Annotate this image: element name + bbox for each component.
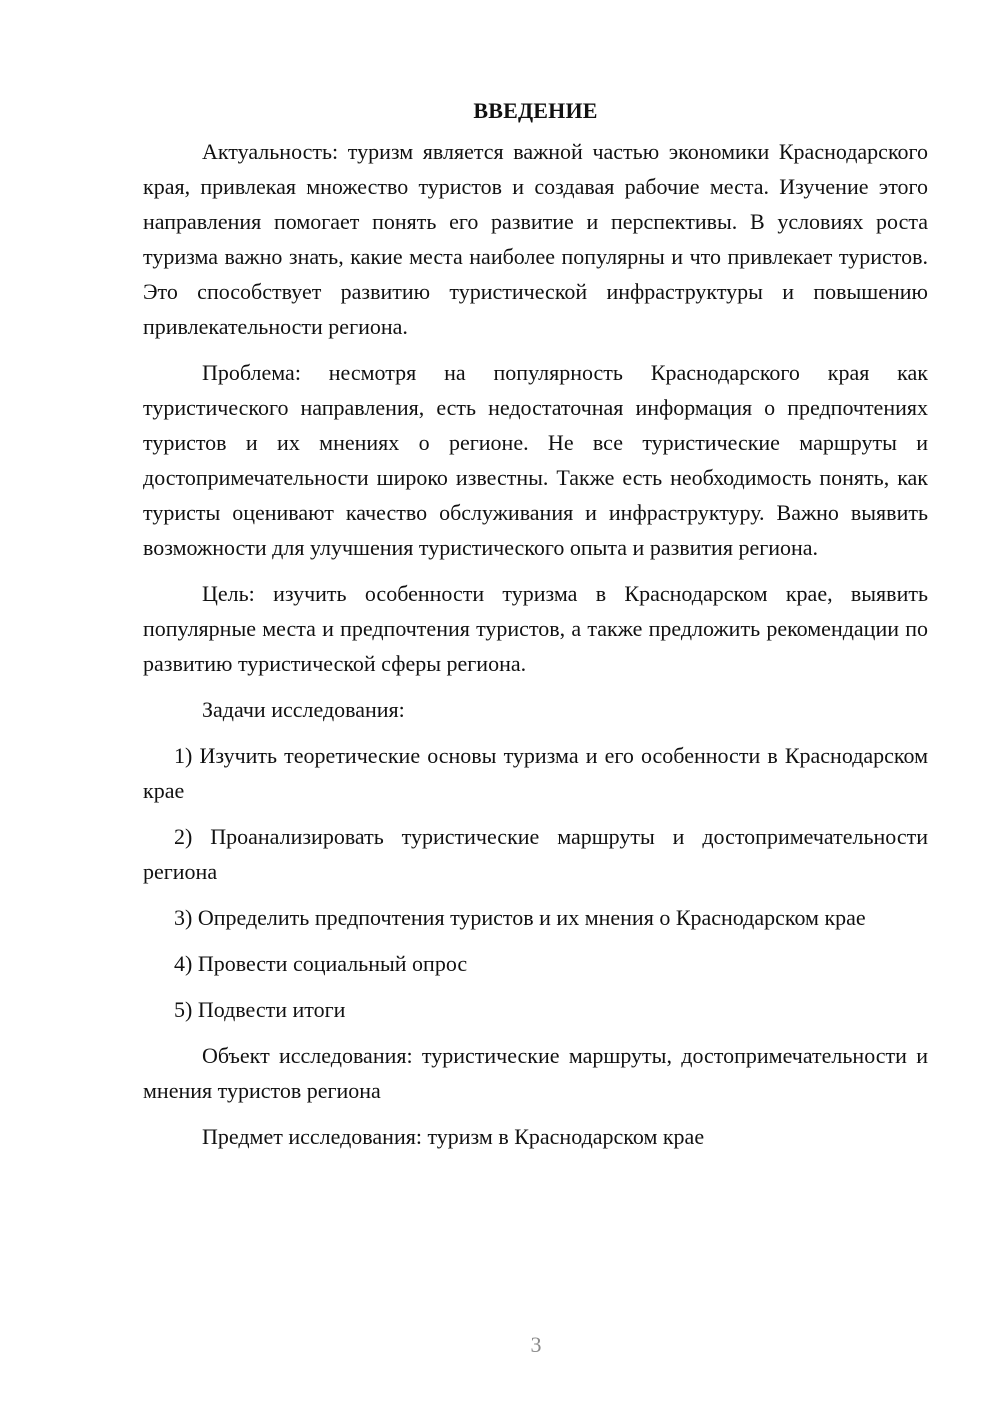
paragraph-problem: Проблема: несмотря на популярность Краснодарского края как туристического направления, есть недостаточная информация о предпочтениях туристов и их мнениях о регионе. Не все туристические маршруты и достопримечательности широко известны. Также есть необходимость понять, как туристы оценивают качество обслуживания и инфраструктуру. Важно выявить возможности для улучшения туристического опыта и развития региона. <box>143 360 928 560</box>
paragraph-goal: Цель: изучить особенности туризма в Краснодарском крае, выявить популярные места и предпочтения туристов, а также предложить рекомендации по развитию туристической сферы региона. <box>143 581 928 676</box>
page-number: 3 <box>530 1332 542 1357</box>
paragraph-subject: Предмет исследования: туризм в Краснодарском крае <box>202 1124 705 1149</box>
task-item-3: 3) Определить предпочтения туристов и их мнения о Краснодарском крае <box>174 905 866 930</box>
paragraph-object: Объект исследования: туристические маршруты, достопримечательности и мнения туристов региона <box>143 1043 928 1103</box>
paragraph-tasks-heading: Задачи исследования: <box>202 697 405 722</box>
task-item-1: 1) Изучить теоретические основы туризма и его особенности в Краснодарском крае <box>143 743 928 803</box>
task-item-5: 5) Подвести итоги <box>174 997 346 1022</box>
section-title: ВВЕДЕНИЕ <box>473 98 598 123</box>
document-page <box>143 93 928 1165</box>
task-item-2: 2) Проанализировать туристические маршруты и достопримечательности региона <box>143 824 928 884</box>
task-item-4: 4) Провести социальный опрос <box>174 951 468 976</box>
paragraph-relevance: Актуальность: туризм является важной частью экономики Краснодарского края, привлекая множество туристов и создавая рабочие места. Изучение этого направления помогает понять его развитие и перспективы. В условиях роста туризма важно знать, какие места наиболее популярны и что привлекает туристов. Это способствует развитию туристической инфраструктуры и повышению привлекательности региона. <box>143 139 928 339</box>
